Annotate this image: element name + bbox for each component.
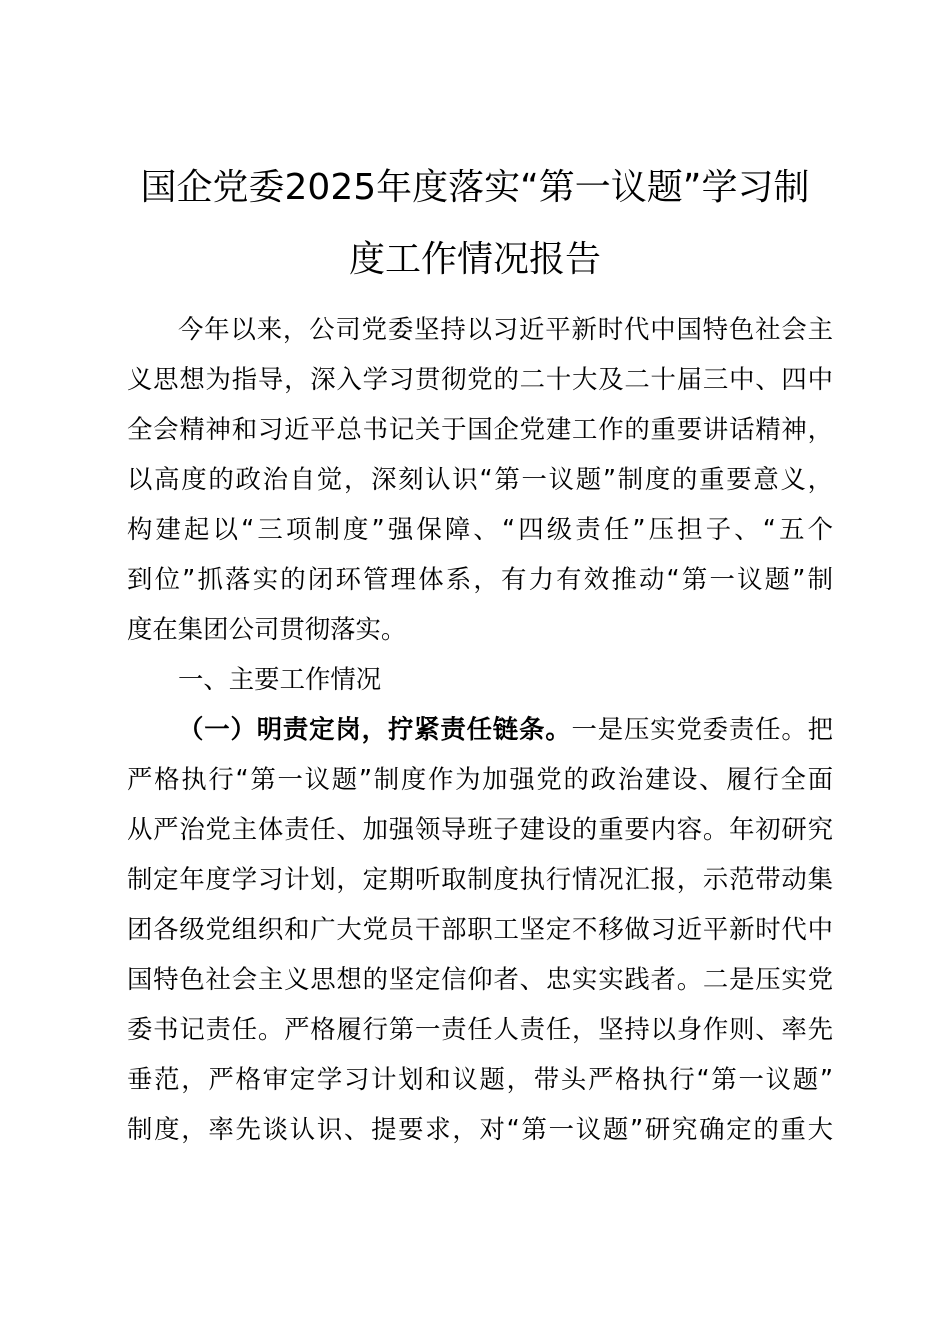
title-line-2: 度工作情况报告: [348, 239, 601, 280]
document-title: [120, 152, 830, 296]
title-line-1: 国企党委2025年度落实“第一议题”学习制: [140, 167, 810, 208]
paragraph-line: 到位”抓落实的闭环管理体系，有力有效推动“第一议题”制: [127, 564, 833, 594]
paragraph-text: 一是压实党委责任。把: [571, 714, 834, 744]
intro-paragraph: [127, 304, 833, 654]
paragraph-line: 制度，率先谈认识、提要求，对“第一议题”研究确定的重大: [127, 1114, 833, 1144]
paragraph-line: 垂范，严格审定学习计划和议题，带头严格执行“第一议题”: [127, 1064, 833, 1094]
paragraph-line: 国特色社会主义思想的坚定信仰者、忠实实践者。二是压实党: [127, 964, 833, 994]
paragraph-line: 从严治党主体责任、加强领导班子建设的重要内容。年初研究: [127, 814, 833, 844]
document-body: [127, 304, 833, 1154]
paragraph-first-line: [127, 704, 833, 754]
subsection-heading: （一）明责定岗，拧紧责任链条。: [178, 714, 572, 744]
paragraph-line: 今年以来，公司党委坚持以习近平新时代中国特色社会主: [178, 314, 833, 344]
paragraph-line: 制定年度学习计划，定期听取制度执行情况汇报，示范带动集: [127, 864, 833, 894]
paragraph-line: 度在集团公司贯彻落实。: [127, 614, 407, 644]
paragraph-line: 以高度的政治自觉，深刻认识“第一议题”制度的重要意义，: [127, 464, 833, 494]
paragraph-line: 构建起以“三项制度”强保障、“四级责任”压担子、“五个: [127, 514, 833, 544]
section-heading: 一、主要工作情况: [178, 664, 382, 694]
paragraph-line: 团各级党组织和广大党员干部职工坚定不移做习近平新时代中: [127, 914, 833, 944]
paragraph-line: 委书记责任。严格履行第一责任人责任，坚持以身作则、率先: [127, 1014, 833, 1044]
section-paragraph: [127, 704, 833, 1154]
paragraph-line: 全会精神和习近平总书记关于国企党建工作的重要讲话精神，: [127, 414, 833, 444]
paragraph-line: 严格执行“第一议题”制度作为加强党的政治建设、履行全面: [127, 764, 833, 794]
paragraph-line: 义思想为指导，深入学习贯彻党的二十大及二十届三中、四中: [127, 364, 833, 394]
